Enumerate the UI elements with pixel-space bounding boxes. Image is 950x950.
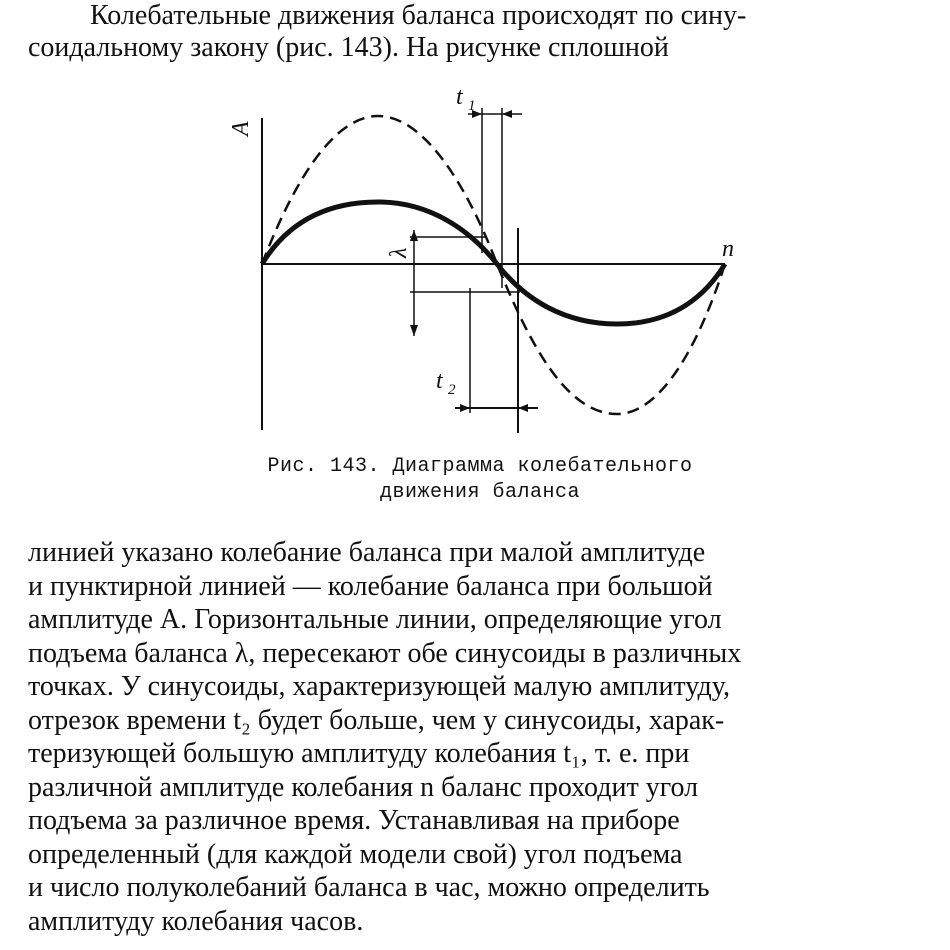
caption-line-2: движения баланса xyxy=(379,481,581,504)
lambda-label: λ xyxy=(386,247,412,258)
bottom-paragraph-line-7: теризующей большую амплитуду колебания t₁, т. е. при xyxy=(28,738,690,769)
bottom-paragraph-line-12: амплитуду колебания часов. xyxy=(28,905,364,937)
bottom-paragraph xyxy=(28,536,922,938)
top-paragraph-line-2: соидальному закону (рис. 143). На рисунке сплошной xyxy=(28,32,669,63)
t1-subscript: 1 xyxy=(468,98,476,114)
t2-label: t xyxy=(436,368,443,394)
t1-arrow-right xyxy=(502,110,512,118)
top-paragraph-line-1: Колебательные движения баланса происходят по сину- xyxy=(90,0,747,31)
top-paragraph xyxy=(28,0,922,64)
bottom-paragraph-line-2: и пунктирной линией — колебание баланса при большой xyxy=(28,570,713,602)
bottom-paragraph-line-8: различной амплитуде колебания n баланс проходит угол xyxy=(28,771,699,803)
caption-line-1: Рис. 143. Диаграмма колебательного xyxy=(267,455,693,478)
t2-arrow-right xyxy=(518,404,528,412)
bottom-paragraph-line-5: точках. У синусоиды, характеризующей малую амплитуду, xyxy=(28,671,730,702)
lambda-arrow-up xyxy=(410,230,418,241)
bottom-paragraph-line-9: подъема за различное время. Устанавливая на приборе xyxy=(28,805,680,836)
bottom-paragraph-line-11: и число полуколебаний баланса в час, можно определить xyxy=(28,872,710,903)
t1-label: t xyxy=(456,84,463,110)
oscillation-diagram xyxy=(220,78,760,448)
bottom-paragraph-line-1: линией указано колебание баланса при малой амплитуде xyxy=(28,537,706,568)
bottom-paragraph-line-3: амплитуде A. Горизонтальные линии, определяющие угол xyxy=(28,604,722,635)
t2-arrow-left xyxy=(460,404,470,412)
bottom-paragraph-line-10: определенный (для каждой модели свой) угол подъема xyxy=(28,838,683,870)
bottom-paragraph-line-4: подъема баланса λ, пересекают обе синусоиды в различных xyxy=(28,637,742,669)
lambda-arrow-down xyxy=(410,325,418,336)
t2-subscript: 2 xyxy=(448,382,456,398)
amplitude-label: A xyxy=(228,121,254,136)
figure-143 xyxy=(220,78,760,448)
figure-caption xyxy=(180,454,780,506)
bottom-paragraph-line-6: отрезок времени t₂ будет больше, чем у синусоиды, харак- xyxy=(28,704,725,736)
n-label: n xyxy=(722,236,734,262)
